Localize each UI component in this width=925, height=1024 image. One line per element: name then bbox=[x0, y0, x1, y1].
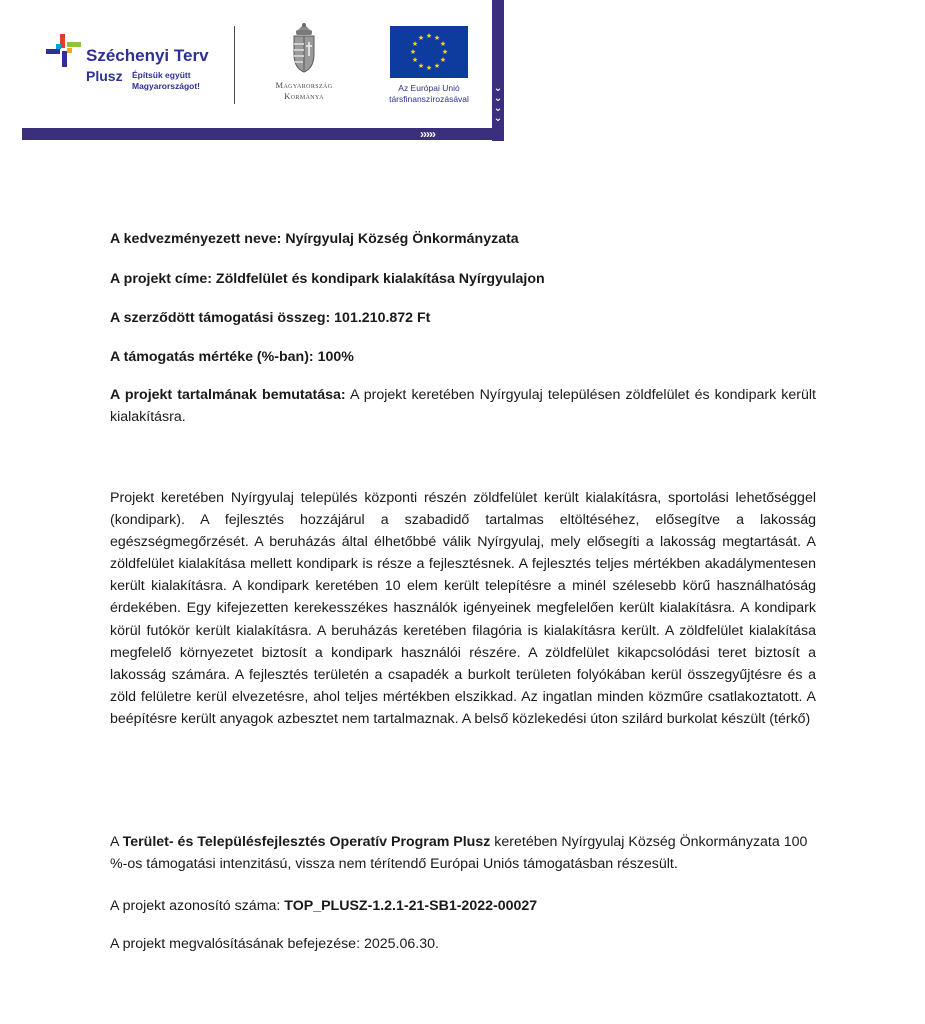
szechenyi-plus: Plusz bbox=[86, 68, 123, 84]
grant-amount-label: A szerződött támogatási összeg: bbox=[110, 310, 331, 326]
completion-line bbox=[110, 933, 439, 955]
szechenyi-terv-logo bbox=[46, 32, 226, 104]
project-content-paragraph bbox=[110, 384, 816, 428]
support-rate-line bbox=[110, 346, 354, 368]
chevron-icon: ››››› bbox=[420, 127, 435, 141]
project-content-value: A projekt keretében Nyírgyulaj településen zöldfelület és kondipark került kialakításra. bbox=[110, 387, 816, 425]
eu-logo bbox=[376, 26, 482, 106]
project-title-value: Zöldfelület és kondipark kialakítása Nyírgyulajon bbox=[215, 271, 545, 287]
completion-label: A projekt megvalósításának befejezése: bbox=[110, 936, 361, 952]
project-title-line bbox=[110, 268, 545, 290]
chevron-icon: ⌄ ⌄ ⌄ ⌄ bbox=[493, 83, 503, 124]
beneficiary-label: A kedvezményezett neve: bbox=[110, 231, 282, 247]
program-suffix: keretében Nyírgyulaj Község Önkormányzata 100 %-os támogatási intenzitású, vissza nem térítendő Európai Uniós támogatásban részesült. bbox=[110, 834, 808, 872]
support-rate-label: A támogatás mértéke (%-ban): bbox=[110, 349, 314, 365]
svg-text:★: ★ bbox=[433, 62, 441, 70]
svg-text:★: ★ bbox=[439, 56, 447, 64]
government-line-1: Magyarország bbox=[275, 80, 333, 90]
slogan-line-2: Magyarországot! bbox=[132, 81, 201, 91]
program-prefix: A bbox=[110, 834, 119, 850]
eu-text bbox=[376, 83, 482, 105]
svg-text:★: ★ bbox=[433, 34, 441, 42]
szechenyi-title: Széchenyi Terv bbox=[86, 46, 209, 65]
szechenyi-plus-icon bbox=[46, 34, 82, 70]
support-rate-value: 100% bbox=[317, 349, 354, 365]
government-logo bbox=[254, 22, 354, 112]
header-divider bbox=[234, 26, 235, 104]
svg-text:★: ★ bbox=[417, 34, 425, 42]
svg-text:★: ★ bbox=[409, 48, 417, 56]
beneficiary-value: Nyírgyulaj Község Önkormányzata bbox=[285, 231, 519, 247]
program-paragraph bbox=[110, 831, 816, 875]
project-title-label: A projekt címe: bbox=[110, 271, 212, 287]
hungarian-crest-icon bbox=[290, 22, 318, 74]
svg-text:★: ★ bbox=[441, 48, 449, 56]
eu-line-1: Az Európai Unió bbox=[398, 83, 460, 93]
project-id-value: TOP_PLUSZ-1.2.1-21-SB1-2022-00027 bbox=[284, 898, 538, 914]
grant-amount-line bbox=[110, 307, 430, 329]
grant-amount-value: 101.210.872 Ft bbox=[334, 310, 431, 326]
eu-line-2: társfinanszírozásával bbox=[389, 94, 469, 104]
svg-text:★: ★ bbox=[425, 32, 433, 40]
beneficiary-line bbox=[110, 228, 519, 250]
project-id-line bbox=[110, 895, 537, 917]
slogan-line-1: Építsük együtt bbox=[132, 70, 191, 80]
project-description: Projekt keretében Nyírgyulaj település központi részén zöldfelület került kialakításra, sportolási lehetőséggel (kondipark). A fejlesztés hozzájárul a szabadidő tartalmas eltöltéséhez, elősegítve a lakosság egészségmegőrzését. A beruházás által élhetőbbé válik Nyírgyulaj, mely elősegíti a lakosság megtartását. A zöldfelület kialakítása mellett kondipark is része a fejlesztésnek. A fejlesztés teljes mértékben akadálymentesen került kialakításra. A kondipark keretében 10 elem került telepítésre a minél szélesebb körű használhatóság érdekében. Egy kifejezetten kerekesszékes használók igényeinek megfelelően került kialakításra. A kondipark körül futókör került kialakításra. A beruházás keretében filagória is kialakításra került. A zöldfelület kialakítása megfelelő környezetet biztosít a kondipark használói részére. A zöldfelület kikapcsolódási teret biztosít a lakosság számára. A fejlesztés területén a csapadék a burkolt területen folyókában kerül összegyűjtésre és a zöld felületre kerül elvezetésre, ahol teljes mértékben elszikkad. Az ingatlan minden közműre csatlakoztatott. A beépítésre került anyagok azbesztet nem tartalmaznak. A belső közlekedési úton szilárd burkolat készült (térkő) bbox=[110, 490, 816, 727]
completion-value: 2025.06.30. bbox=[363, 936, 439, 952]
svg-text:★: ★ bbox=[425, 64, 433, 72]
eu-flag-icon bbox=[390, 26, 468, 78]
szechenyi-slogan bbox=[132, 70, 200, 92]
government-text bbox=[254, 80, 354, 102]
project-content-label: A projekt tartalmának bemutatása: bbox=[110, 387, 346, 403]
svg-text:★: ★ bbox=[411, 56, 419, 64]
svg-text:★: ★ bbox=[417, 62, 425, 70]
program-name: Terület- és Településfejlesztés Operatív Program Plusz bbox=[122, 834, 491, 850]
svg-text:★: ★ bbox=[411, 40, 419, 48]
svg-text:★: ★ bbox=[439, 40, 447, 48]
project-id-label: A projekt azonosító száma: bbox=[110, 898, 281, 914]
government-line-2: Kormánya bbox=[284, 91, 324, 101]
